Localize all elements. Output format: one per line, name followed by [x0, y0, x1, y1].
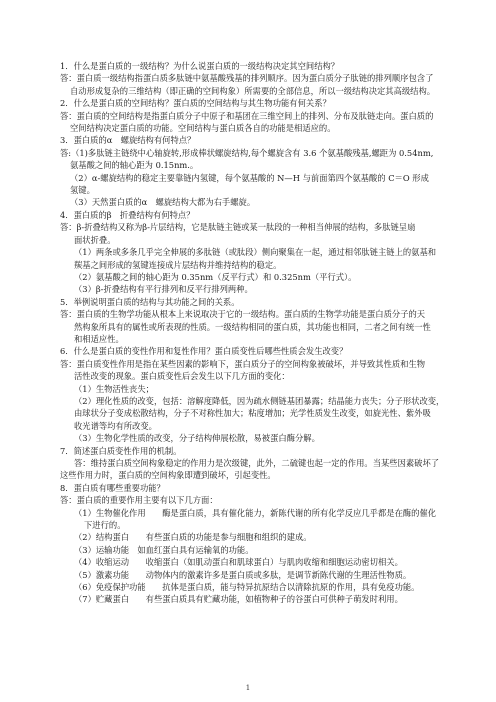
text-line: （2）理化性质的改变，包括：溶解度降低，因为疏水侧链基团暴露；结晶能力丧失；分子形状改变， [74, 395, 445, 406]
page-number: 1 [245, 684, 251, 692]
text-line: （7）贮藏蛋白 有些蛋白质具有贮藏功能，如植物种子的谷蛋白可供种子萌发时利用。 [74, 594, 403, 605]
text-line: 羰基之间形成的氢键连接成片层结构并维持结构的稳定。 [74, 259, 282, 270]
question-heading: 1．什么是蛋白质的一级结构？为什么说蛋白质的一级结构决定其空间结构？ [60, 61, 340, 71]
text-line: 然构象所具有的属性或所表现的性质。一级结构相同的蛋白质，其功能也相同，二者之间有统一性 [74, 321, 431, 332]
text-line: （3）β-折叠结构有平行排列和反平行排列两种。 [74, 284, 253, 295]
question-heading: 3．蛋白质的α 螺旋结构有何特点？ [60, 135, 196, 146]
text-line: （6）免疫保护功能 抗体是蛋白质，能与特异抗原结合以清除抗原的作用，具有免疫功能。 [74, 582, 420, 593]
text-line: （3）生物化学性质的改变，分子结构伸展松散，易被蛋白酶分解。 [74, 433, 320, 444]
text-line: （1）两条或多条几乎完全伸展的多肽链（或肽段）侧向聚集在一起，通过相邻肽链主链上的氨基和 [74, 247, 437, 258]
question-heading: 8．蛋白质有哪些重要功能？ [60, 482, 165, 493]
text-line: （2）结构蛋白 有些蛋白质的功能是参与细胞和组织的建成。 [74, 532, 312, 543]
question-heading: 4．蛋白质的β 折叠结构有何特点？ [60, 209, 195, 220]
text-line: 氢键。 [70, 185, 95, 196]
text-line: 答：β-折叠结构又称为β-片层结构，它是肽链主链或某一肽段的一种相当伸展的结构，多肽链呈扇 [60, 222, 416, 233]
text-line: （5）激素功能 动物体内的激素许多是蛋白质或多肽，是调节新陈代谢的生理活性物质。 [74, 569, 412, 580]
text-line: 答：蛋白质的空间结构是指蛋白质分子中原子和基团在三维空间上的排列、分布及肽链走向。蛋白质的 [60, 110, 434, 121]
text-line: 收光谱等均有所改变。 [74, 420, 157, 431]
text-line: 活性改变的现象。蛋白质变性后会发生以下几方面的变化： [74, 371, 290, 382]
text-line: （3）天然蛋白质的α 螺旋结构大都为右手螺旋。 [70, 197, 256, 208]
text-line: 答：蛋白质的重要作用主要有以下几方面： [60, 495, 218, 506]
question-heading: 7．简述蛋白质变性作用的机制。 [60, 445, 182, 456]
text-line: 答：维持蛋白质空间构象稳定的作用力是次级键，此外，二硫键也起一定的作用。当某些因素破坏了 [74, 458, 440, 468]
text-line: 这些作用力时，蛋白质的空间构象即遭到破坏，引起变性。 [60, 470, 276, 481]
document-body [60, 60, 462, 606]
text-line: （1）生物催化作用 酶是蛋白质，具有催化能力，新陈代谢的所有化学反应几乎都是在酶的催化 [74, 507, 437, 518]
question-heading: 6．什么是蛋白质的变性作用和复性作用？蛋白质变性后哪些性质会发生改变？ [60, 346, 348, 357]
text-line: 面状折叠。 [74, 234, 116, 245]
text-line: 下进行的。 [84, 520, 126, 531]
text-line: （4）收缩运动 收缩蛋白（如肌动蛋白和肌球蛋白）与肌肉收缩和细胞运动密切相关。 [74, 557, 403, 568]
text-line: （3）运输功能 如血红蛋白具有运输氧的功能。 [74, 544, 254, 555]
text-line: 自动形成复杂的三维结构（即正确的空间构象）所需要的全部信息，所以一级结构决定其高级结构。 [70, 85, 436, 96]
text-line: 答：蛋白质变性作用是指在某些因素的影响下，蛋白质分子的空间构象被破坏，并导致其性质和生物 [60, 358, 426, 369]
question-heading: 5．举例说明蛋白质的结构与其功能之间的关系。 [60, 296, 240, 307]
text-line: 氨基酸之间的轴心距为 0.15nm.。 [70, 160, 199, 171]
text-line: 空间结构决定蛋白质的功能。空间结构与蛋白质各自的功能是相适应的。 [70, 123, 336, 134]
text-line: 答：蛋白质一级结构指蛋白质多肽链中氨基酸残基的排列顺序。因为蛋白质分子肽链的排列顺序包含了 [60, 73, 434, 84]
text-line: 答：蛋白质的生物学功能从根本上来说取决于它的一级结构。蛋白质的生物学功能是蛋白质分子的天 [60, 309, 426, 320]
text-line: （2）α-螺旋结构的稳定主要靠链内氢键，每个氨基酸的 N—H 与前面第四个氨基酸的 C＝O 形成 [70, 172, 429, 183]
text-line: 由球状分子变成松散结构，分子不对称性加大；粘度增加；光学性质发生改变，如旋光性、紫外吸 [74, 408, 431, 419]
text-line: 答:（1)多肽链主链绕中心轴旋转,形成棒状螺旋结构,每个螺旋含有 3.6 个氨基酸残基,螺距为 0.54nm, [60, 147, 434, 158]
question-heading: 2．什么是蛋白质的空间结构？蛋白质的空间结构与其生物功能有何关系？ [60, 98, 331, 109]
text-line: （1）生物活性丧失； [74, 383, 154, 394]
text-line: 和相适应性。 [74, 333, 124, 344]
text-line: （2）氨基酸之间的轴心距为 0.35nm（反平行式）和 0.325nm（平行式）。 [74, 271, 357, 282]
